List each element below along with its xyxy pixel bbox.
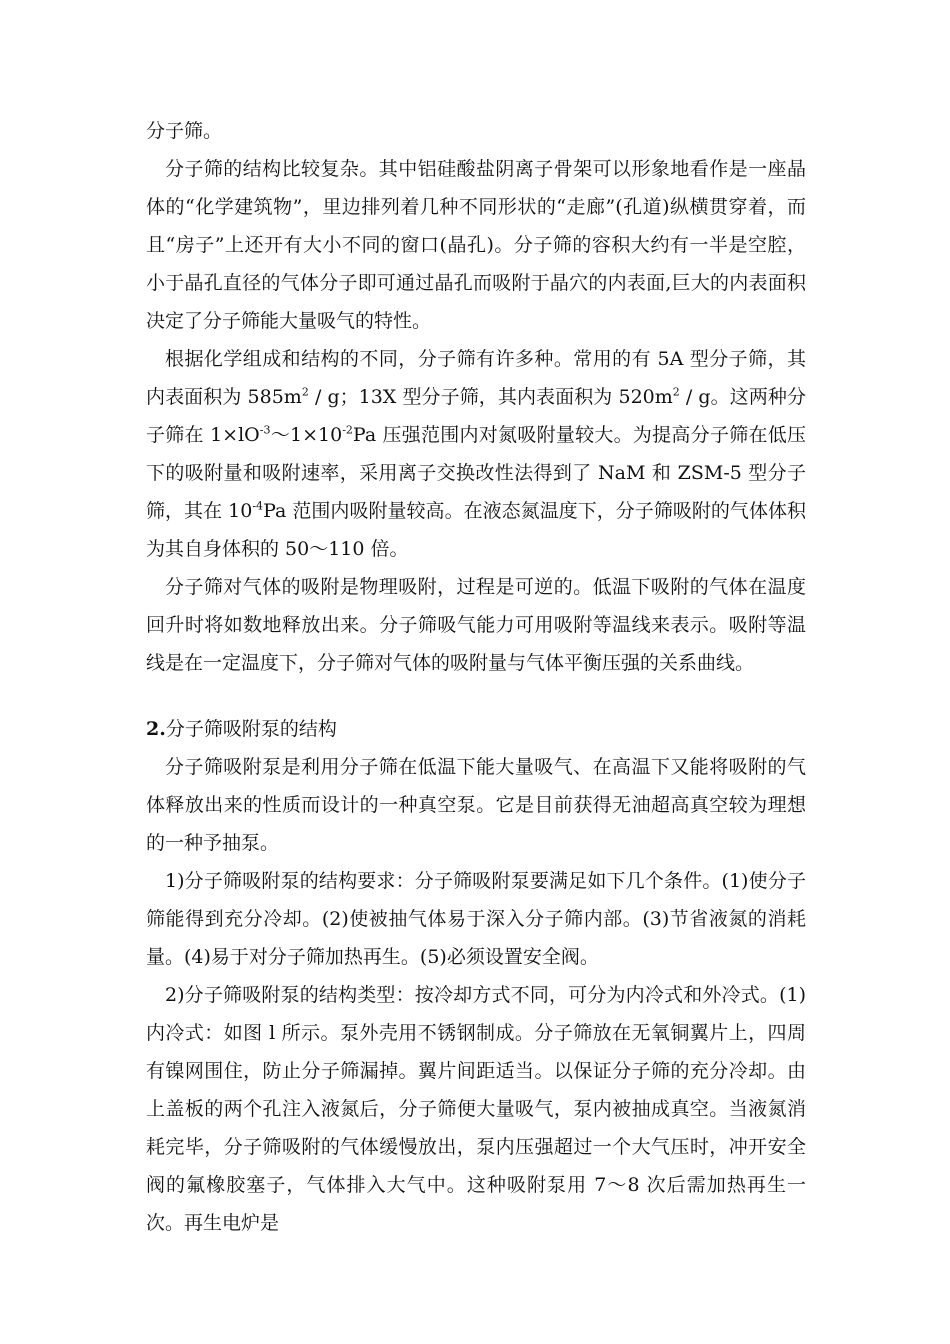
paragraph-composition: 根据化学组成和结构的不同，分子筛有许多种。常用的有 5A 型分子筛，其内表面积为 $585m^2$ / g；13X 型分子筛，其内表面积为 $520m^2$ / g。这两种分子筛在 $1\times lO^{-3}\sim 1\times 10^{-2}Pa$ 压强范围内对氮吸附量较大。为提高分子筛在低压下的吸附量和吸附速率，采用离子交换改性法得到了 NaM 和 ZSM-5 型分子筛，其在 $10^{-4}Pa$ 范围内吸附量较高。在液态氮温度下，分子筛吸附的气体体积为其自身体积的 50～110 倍。 xyxy=(146,348,807,560)
section-title: 分子筛吸附泵的结构 xyxy=(165,718,337,740)
section-heading xyxy=(146,710,806,748)
paragraph-pump-types: 2)分子筛吸附泵的结构类型：按冷却方式不同，可分为内冷式和外冷式。(1)内冷式：如图 l 所示。泵外壳用不锈钢制成。分子筛放在无氧铜翼片上，四周有镍网围住，防止分子筛漏掉。翼片间距适当。以保证分子筛的充分冷却。由上盖板的两个孔注入液氮后，分子筛便大量吸气，泵内被抽成真空。当液氮消耗完毕，分子筛吸附的气体缓慢放出，泵内压强超过一个大气压时，冲开安全阀的氟橡胶塞子，气体排入大气中。这种吸附泵用 7～8 次后需加热再生一次。再生电炉是 xyxy=(146,984,806,1234)
section-gap xyxy=(146,682,806,710)
section-number: 2. xyxy=(146,718,166,740)
document-body xyxy=(146,112,806,1242)
paragraph-adsorption: 分子筛对气体的吸附是物理吸附，过程是可逆的。低温下吸附的气体在温度回升时将如数地释放出来。分子筛吸气能力可用吸附等温线来表示。吸附等温线是在一定温度下，分子筛对气体的吸附量与气体平衡压强的关系曲线。 xyxy=(146,576,806,674)
paragraph-pump-intro: 分子筛吸附泵是利用分子筛在低温下能大量吸气、在高温下又能将吸附的气体释放出来的性质而设计的一种真空泵。它是目前获得无油超高真空较为理想的一种予抽泵。 xyxy=(146,756,806,854)
paragraph-pump-requirements: 1)分子筛吸附泵的结构要求：分子筛吸附泵要满足如下几个条件。(1)使分子筛能得到充分冷却。(2)使被抽气体易于深入分子筛内部。(3)节省液氮的消耗量。(4)易于对分子筛加热再生。(5)必须设置安全阀。 xyxy=(146,870,806,968)
paragraph-continuation: 分子筛。 xyxy=(146,120,223,142)
paragraph-structure: 分子筛的结构比较复杂。其中铝硅酸盐阴离子骨架可以形象地看作是一座晶体的“化学建筑物”，里边排列着几种不同形状的“走廊”(孔道)纵横贯穿着，而且“房子”上还开有大小不同的窗口(晶孔)。分子筛的容积大约有一半是空腔，小于晶孔直径的气体分子即可通过晶孔而吸附于晶穴的内表面,巨大的内表面积决定了分子筛能大量吸气的特性。 xyxy=(146,158,806,332)
